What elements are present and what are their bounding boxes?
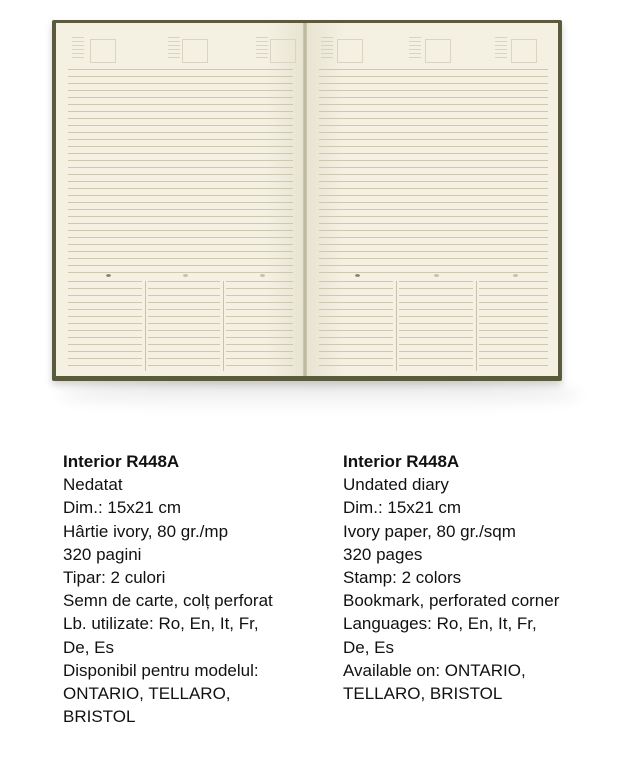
date-stub (495, 37, 507, 59)
spec-line: Undated diary (343, 475, 449, 495)
date-stub (72, 37, 84, 59)
grid-divider (223, 281, 224, 371)
grid-column (148, 281, 220, 371)
date-box (90, 39, 116, 63)
date-box (182, 39, 208, 63)
book-shadow (60, 378, 580, 412)
grid-column (479, 281, 548, 371)
bottom-grid (319, 281, 548, 371)
moon-dot (434, 274, 439, 277)
spec-line: Ivory paper, 80 gr./sqm (343, 521, 516, 541)
date-box (270, 39, 296, 63)
spec-column-ro (63, 450, 333, 728)
date-stub (321, 37, 333, 59)
spec-line: BRISTOL (63, 707, 136, 727)
date-box (337, 39, 363, 63)
spec-line: Bookmark, perforated corner (343, 591, 560, 611)
moon-dot (106, 274, 111, 277)
date-box (425, 39, 451, 63)
spec-line: Dim.: 15x21 cm (343, 498, 462, 518)
grid-divider (396, 281, 397, 371)
grid-column (68, 281, 142, 371)
moon-dot (260, 274, 265, 277)
spec-line: TELLARO, BRISTOL (343, 684, 503, 704)
date-stub (256, 37, 268, 59)
left-page (56, 23, 303, 376)
spec-line: De, Es (343, 637, 395, 657)
ruled-lines (319, 69, 548, 279)
spec-line: 320 pagini (63, 544, 142, 564)
spec-line: Languages: Ro, En, It, Fr, (343, 614, 537, 634)
date-box (511, 39, 537, 63)
grid-divider (476, 281, 477, 371)
spec-line: Lb. utilizate: Ro, En, It, Fr, (63, 614, 259, 634)
spec-line: Dim.: 15x21 cm (63, 498, 182, 518)
grid-divider (145, 281, 146, 371)
moon-dot (355, 274, 360, 277)
spec-line: Hârtie ivory, 80 gr./mp (63, 521, 229, 541)
date-stub (409, 37, 421, 59)
spec-line: Stamp: 2 colors (343, 568, 462, 588)
spec-column-en (343, 450, 613, 705)
right-page (307, 23, 558, 376)
diary-interior-image (52, 20, 562, 381)
spec-line: Semn de carte, colț perforat (63, 591, 273, 611)
moon-dot (513, 274, 518, 277)
grid-column (319, 281, 393, 371)
spec-line: De, Es (63, 637, 115, 657)
moon-dot (183, 274, 188, 277)
bottom-grid (68, 281, 293, 371)
grid-column (399, 281, 473, 371)
spec-line: Tipar: 2 culori (63, 568, 166, 588)
date-stub (168, 37, 180, 59)
product-title: Interior R448A (63, 452, 180, 471)
ruled-lines (68, 69, 293, 279)
spec-line: Nedatat (63, 475, 123, 495)
grid-column (226, 281, 293, 371)
spec-line: Disponibil pentru modelul: (63, 660, 259, 680)
spec-line: Available on: ONTARIO, (343, 660, 526, 680)
spec-line: 320 pages (343, 544, 423, 564)
spec-line: ONTARIO, TELLARO, (63, 684, 231, 704)
product-title: Interior R448A (343, 452, 460, 471)
